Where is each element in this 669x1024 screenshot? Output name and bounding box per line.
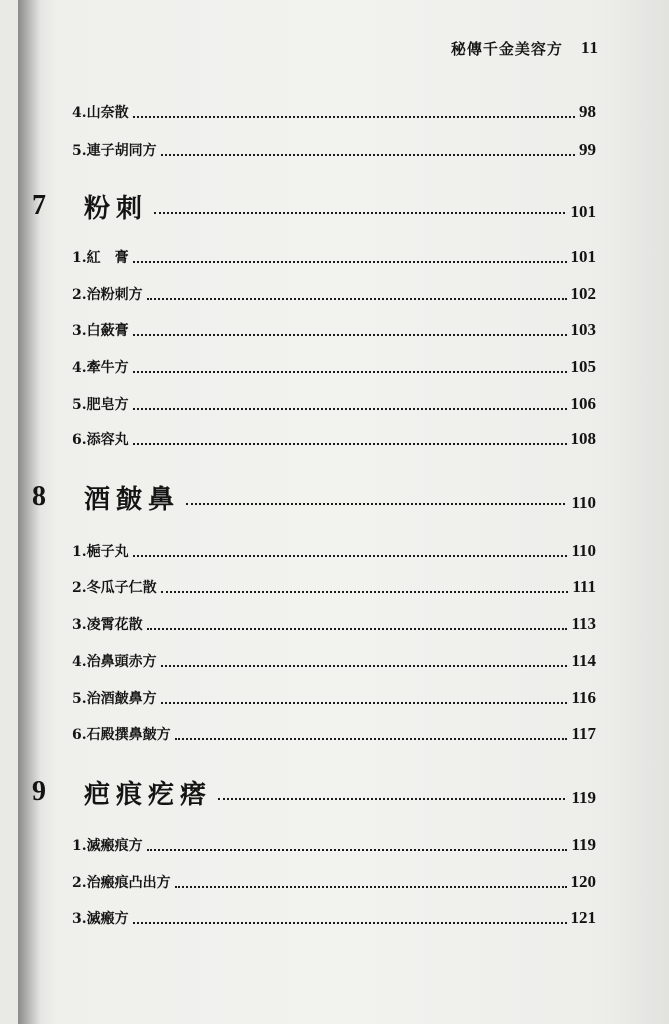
entry-title: 2.治瘢痕凸出方: [72, 875, 171, 891]
entry-title: 6.石殿撰鼻皶方: [72, 727, 171, 743]
entry-page: 110: [571, 541, 596, 560]
leader-dots: [133, 115, 575, 118]
entry-page: 106: [570, 394, 596, 413]
entry-page: 99: [579, 140, 596, 159]
toc-entry[interactable]: [72, 429, 596, 453]
chapter-heading[interactable]: [32, 186, 596, 226]
entry-title: 1.滅瘢痕方: [72, 838, 143, 854]
chapter-title: 酒皶鼻: [84, 484, 181, 515]
chapter-number: 7: [32, 190, 46, 221]
toc-entry[interactable]: [72, 357, 596, 381]
running-header: [451, 36, 599, 60]
toc-entry[interactable]: [72, 320, 596, 344]
entry-page: 113: [571, 614, 596, 633]
entry-title: 5.肥皂方: [72, 397, 129, 413]
entry-page: 121: [570, 908, 596, 927]
toc-entry[interactable]: [72, 688, 596, 712]
entry-page: 108: [570, 429, 596, 448]
entry-title: 2.治粉刺方: [72, 287, 143, 303]
toc-entry[interactable]: [72, 872, 596, 896]
header-title: 秘傳千金美容方: [450, 39, 563, 58]
leader-dots: [133, 407, 567, 410]
chapter-number: 9: [32, 776, 46, 807]
entry-page: 102: [570, 284, 596, 303]
chapter-page: 119: [571, 788, 596, 807]
leader-dots: [161, 701, 568, 704]
leader-dots: [147, 297, 567, 300]
leader-dots: [175, 737, 568, 740]
chapter-title: 疤痕疙瘩: [84, 779, 213, 810]
entry-page: 116: [571, 688, 596, 707]
toc-entry[interactable]: [72, 102, 596, 126]
leader-dots: [133, 260, 567, 263]
entry-title: 5.治酒皶鼻方: [72, 691, 157, 707]
leader-dots: [133, 442, 567, 445]
leader-dots: [161, 153, 575, 156]
toc-entry[interactable]: [72, 651, 596, 675]
toc-entry[interactable]: [72, 247, 596, 271]
toc-entry[interactable]: [72, 577, 596, 601]
leader-dots: [133, 554, 568, 557]
entry-page: 119: [571, 835, 596, 854]
header-page-number: 11: [580, 38, 599, 57]
entry-page: 111: [572, 577, 596, 596]
entry-page: 120: [570, 872, 596, 891]
leader-dots: [133, 370, 567, 373]
toc-entry[interactable]: [72, 908, 596, 932]
leader-dots: [218, 797, 565, 800]
leader-dots: [154, 211, 564, 214]
chapter-title: 粉刺: [84, 193, 149, 224]
toc-entry[interactable]: [72, 284, 596, 308]
toc-entry[interactable]: [72, 835, 596, 859]
entry-page: 117: [571, 724, 596, 743]
chapter-page: 110: [571, 493, 596, 512]
entry-title: 6.添容丸: [72, 432, 129, 448]
entry-title: 3.白蘞膏: [72, 323, 129, 339]
toc-entry[interactable]: [72, 724, 596, 748]
entry-title: 4.牽牛方: [72, 360, 129, 376]
entry-page: 101: [570, 247, 596, 266]
chapter-heading[interactable]: [32, 772, 596, 812]
leader-dots: [133, 333, 567, 336]
entry-page: 114: [571, 651, 596, 670]
leader-dots: [175, 885, 567, 888]
leader-dots: [161, 590, 569, 593]
leader-dots: [133, 921, 567, 924]
leader-dots: [147, 627, 568, 630]
entry-title: 3.滅瘢方: [72, 911, 129, 927]
entry-title: 4.治鼻頭赤方: [72, 654, 157, 670]
entry-title: 5.連子胡同方: [72, 143, 157, 159]
toc-entry[interactable]: [72, 614, 596, 638]
leader-dots: [147, 848, 568, 851]
entry-title: 2.冬瓜子仁散: [72, 580, 157, 596]
entry-title: 4.山奈散: [72, 105, 129, 121]
toc-entry[interactable]: [72, 140, 596, 164]
entry-title: 1.梔子丸: [72, 544, 129, 560]
chapter-number: 8: [32, 481, 46, 512]
leader-dots: [161, 664, 568, 667]
chapter-page: 101: [570, 202, 596, 221]
toc-entry[interactable]: [72, 394, 596, 418]
entry-page: 103: [570, 320, 596, 339]
entry-title: 3.凌霄花散: [72, 617, 143, 633]
leader-dots: [186, 502, 565, 505]
entry-page: 98: [579, 102, 596, 121]
entry-title: 1.紅 膏: [72, 250, 129, 266]
toc-entry[interactable]: [72, 541, 596, 565]
chapter-heading[interactable]: [32, 477, 596, 517]
entry-page: 105: [570, 357, 596, 376]
